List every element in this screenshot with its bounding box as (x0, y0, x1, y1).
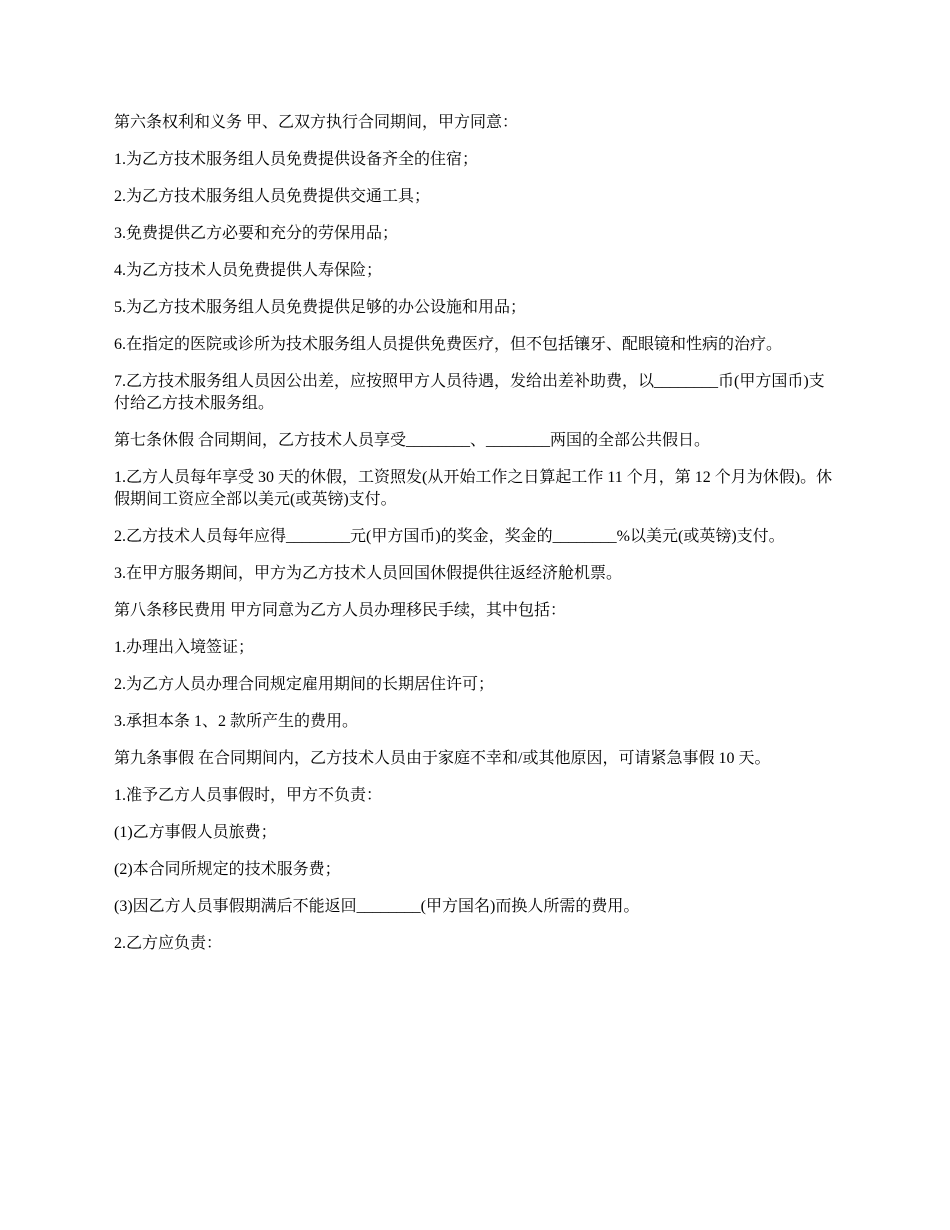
article-6-item-3: 3.免费提供乙方必要和充分的劳保用品； (114, 225, 399, 242)
article-6-item-1: 1.为乙方技术服务组人员免费提供设备齐全的住宿； (114, 151, 479, 168)
article-8-item-1: 1.办理出入境签证； (114, 639, 255, 656)
article-7-item-3: 3.在甲方服务期间，甲方为乙方技术人员回国休假提供往返经济舱机票。 (114, 565, 623, 582)
article-8-heading: 第八条移民费用 甲方同意为乙方人员办理移民手续，其中包括： (114, 602, 567, 619)
article-7-heading: 第七条休假 合同期间，乙方技术人员享受________、________两国的全部公共假日。 (114, 432, 711, 449)
article-7-item-1: 1.乙方人员每年享受 30 天的休假，工资照发(从开始工作之日算起工作 11 个月，第 12 个月为休假)。休假期间工资应全部以美元(或英镑)支付。 (114, 469, 833, 508)
article-8-item-3: 3.承担本条 1、2 款所产生的费用。 (114, 713, 359, 730)
article-9-subitem-1: (1)乙方事假人员旅费； (114, 824, 277, 841)
article-6-item-6: 6.在指定的医院或诊所为技术服务组人员提供免费医疗，但不包括镶牙、配眼镜和性病的治疗。 (114, 336, 783, 353)
article-9-heading: 第九条事假 在合同期间内，乙方技术人员由于家庭不幸和/或其他原因，可请紧急事假 10 天。 (114, 750, 771, 767)
article-9-subitem-3: (3)因乙方人员事假期满后不能返回________(甲方国名)而换人所需的费用。 (114, 898, 640, 915)
article-6-item-2: 2.为乙方技术服务组人员免费提供交通工具； (114, 188, 431, 205)
document-page (114, 112, 838, 970)
article-6-item-4: 4.为乙方技术人员免费提供人寿保险； (114, 262, 383, 279)
article-6-item-5: 5.为乙方技术服务组人员免费提供足够的办公设施和用品； (114, 299, 527, 316)
article-9-item-2: 2.乙方应负责： (114, 935, 223, 952)
article-9-subitem-2: (2)本合同所规定的技术服务费； (114, 861, 341, 878)
article-7-item-2: 2.乙方技术人员每年应得________元(甲方国币)的奖金，奖金的________%以美元(或英镑)支付。 (114, 528, 785, 545)
article-8-item-2: 2.为乙方人员办理合同规定雇用期间的长期居住许可； (114, 676, 495, 693)
article-9-item-1: 1.准予乙方人员事假时，甲方不负责： (114, 787, 383, 804)
article-6-heading: 第六条权利和义务 甲、乙双方执行合同期间，甲方同意： (114, 114, 519, 131)
article-6-item-7: 7.乙方技术服务组人员因公出差，应按照甲方人员待遇，发给出差补助费，以________币(甲方国币)支付给乙方技术服务组。 (114, 373, 825, 412)
